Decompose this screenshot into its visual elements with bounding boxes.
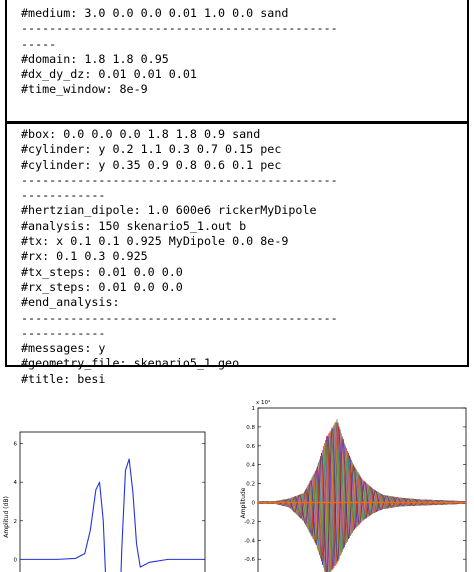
code-line: #end_analysis: [21, 295, 120, 310]
code-line: --------------------------------------------- [21, 310, 338, 325]
y-tick-label: 0 [251, 500, 255, 507]
code-line: --------------------------------------------- [21, 21, 338, 36]
y-tick-label: 1 [251, 406, 255, 412]
y-tick-label: -0.2 [244, 519, 255, 526]
plot-frame [20, 432, 205, 572]
y-axis-label: Amplitud (dB) [3, 496, 10, 538]
code-line: #geometry_file: skenario5_1.geo [21, 356, 240, 371]
code-block-bottom [21, 127, 338, 387]
y-tick-label: 6 [13, 441, 17, 448]
code-line: #time_window: 8e-9 [21, 82, 148, 97]
code-divider [7, 121, 467, 124]
code-line: #rx: 0.1 0.3 0.925 [21, 249, 148, 264]
code-line: --------------------------------------------- [21, 172, 338, 187]
code-line: #tx_steps: 0.01 0.0 0.0 [21, 264, 183, 279]
y-tick-label: 0.8 [246, 424, 255, 431]
code-line: #hertzian_dipole: 1.0 600e6 rickerMyDipole [21, 203, 317, 218]
code-line: #messages: y [21, 341, 106, 356]
y-tick-label: -0.4 [244, 538, 255, 545]
chart-right-traces [238, 386, 474, 572]
y-axis-label: Amplitude [240, 487, 247, 519]
series-line [20, 459, 205, 572]
y-tick-label: 2 [13, 518, 17, 525]
code-line: #dx_dy_dz: 0.01 0.01 0.01 [21, 67, 197, 82]
code-line: ----- [21, 36, 57, 51]
code-line: #medium: 3.0 0.0 0.0 0.01 1.0 0.0 sand [21, 6, 289, 20]
code-line: #domain: 1.8 1.8 0.95 [21, 51, 169, 66]
y-tick-label: -0.6 [244, 557, 255, 564]
y-tick-label: 0.6 [246, 443, 255, 450]
code-line: ------------ [21, 188, 106, 203]
code-line: #box: 0.0 0.0 0.0 1.8 1.8 0.9 sand [21, 127, 261, 141]
y-multiplier-label: x 10⁴ [256, 400, 271, 406]
chart-left-waveform [0, 392, 215, 572]
code-line: #rx_steps: 0.01 0.0 0.0 [21, 279, 183, 294]
code-line: #cylinder: y 0.2 1.1 0.3 0.7 0.15 pec [21, 142, 282, 157]
code-block-top [21, 6, 338, 98]
y-tick-label: 0.2 [246, 481, 255, 488]
code-line: #tx: x 0.1 0.1 0.925 MyDipole 0.0 8e-9 [21, 234, 289, 249]
code-line: #cylinder: y 0.35 0.9 0.8 0.6 0.1 pec [21, 157, 282, 172]
y-tick-label: 4 [13, 480, 17, 487]
code-listing-box [5, 0, 469, 386]
code-line: ------------ [21, 325, 106, 340]
y-tick-label: 0.4 [246, 462, 255, 469]
code-line: #analysis: 150 skenario5_1.out b [21, 218, 247, 233]
y-tick-label: 0 [13, 557, 17, 564]
code-line: #title: besi [21, 371, 106, 386]
